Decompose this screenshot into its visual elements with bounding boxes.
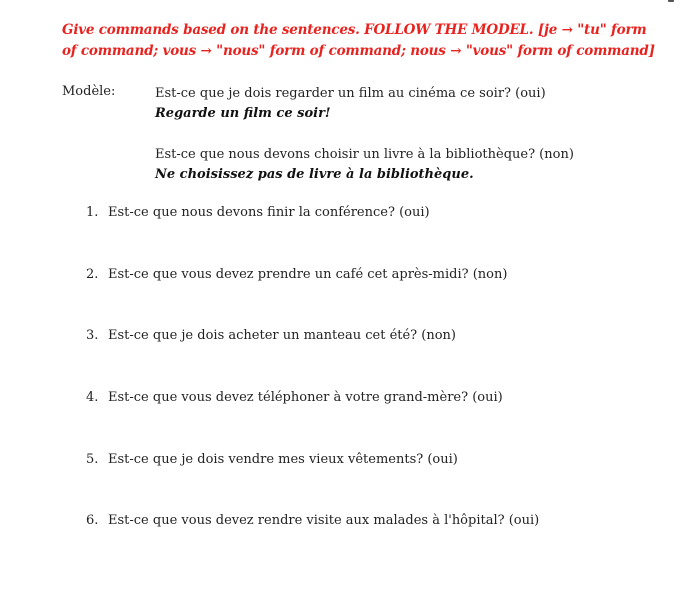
item-text: Est-ce que vous devez rendre visite aux malades à l'hôpital? (oui) (108, 513, 540, 528)
exercise-item-2 (86, 267, 507, 282)
model-label: Modèle: (62, 84, 116, 99)
exercise-item-1 (86, 205, 430, 220)
item-number: 3. (86, 328, 99, 343)
exercise-item-5 (86, 452, 458, 467)
model-example-1 (155, 84, 655, 124)
item-text: Est-ce que vous devez prendre un café cet après-midi? (non) (108, 267, 508, 282)
model-answer-2: Ne choisissez pas de livre à la bibliothèque. (155, 167, 474, 182)
item-text: Est-ce que je dois vendre mes vieux vêtements? (oui) (108, 452, 458, 467)
item-text: Est-ce que je dois acheter un manteau cet été? (non) (108, 328, 456, 343)
item-number: 4. (86, 390, 99, 405)
item-number: 5. (86, 452, 99, 467)
instructions-text: Give commands based on the sentences. FOLLOW THE MODEL. [je → "tu" form of command; vous → "nous" form of command; nous → "vous" form of command] (62, 22, 655, 59)
exercise-item-4 (86, 390, 503, 405)
exercise-item-3 (86, 328, 456, 343)
item-text: Est-ce que nous devons finir la conférence? (oui) (108, 205, 430, 220)
model-answer-1: Regarde un film ce soir! (155, 106, 331, 121)
model-question-1: Est-ce que je dois regarder un film au cinéma ce soir? (oui) (155, 86, 546, 101)
item-text: Est-ce que vous devez téléphoner à votre grand-mère? (oui) (108, 390, 503, 405)
exercise-item-6 (86, 513, 539, 528)
corner-mark (668, 0, 674, 2)
item-number: 1. (86, 205, 99, 220)
item-number: 6. (86, 513, 99, 528)
model-example-2 (155, 145, 655, 185)
item-number: 2. (86, 267, 99, 282)
model-question-2: Est-ce que nous devons choisir un livre à la bibliothèque? (non) (155, 147, 574, 162)
